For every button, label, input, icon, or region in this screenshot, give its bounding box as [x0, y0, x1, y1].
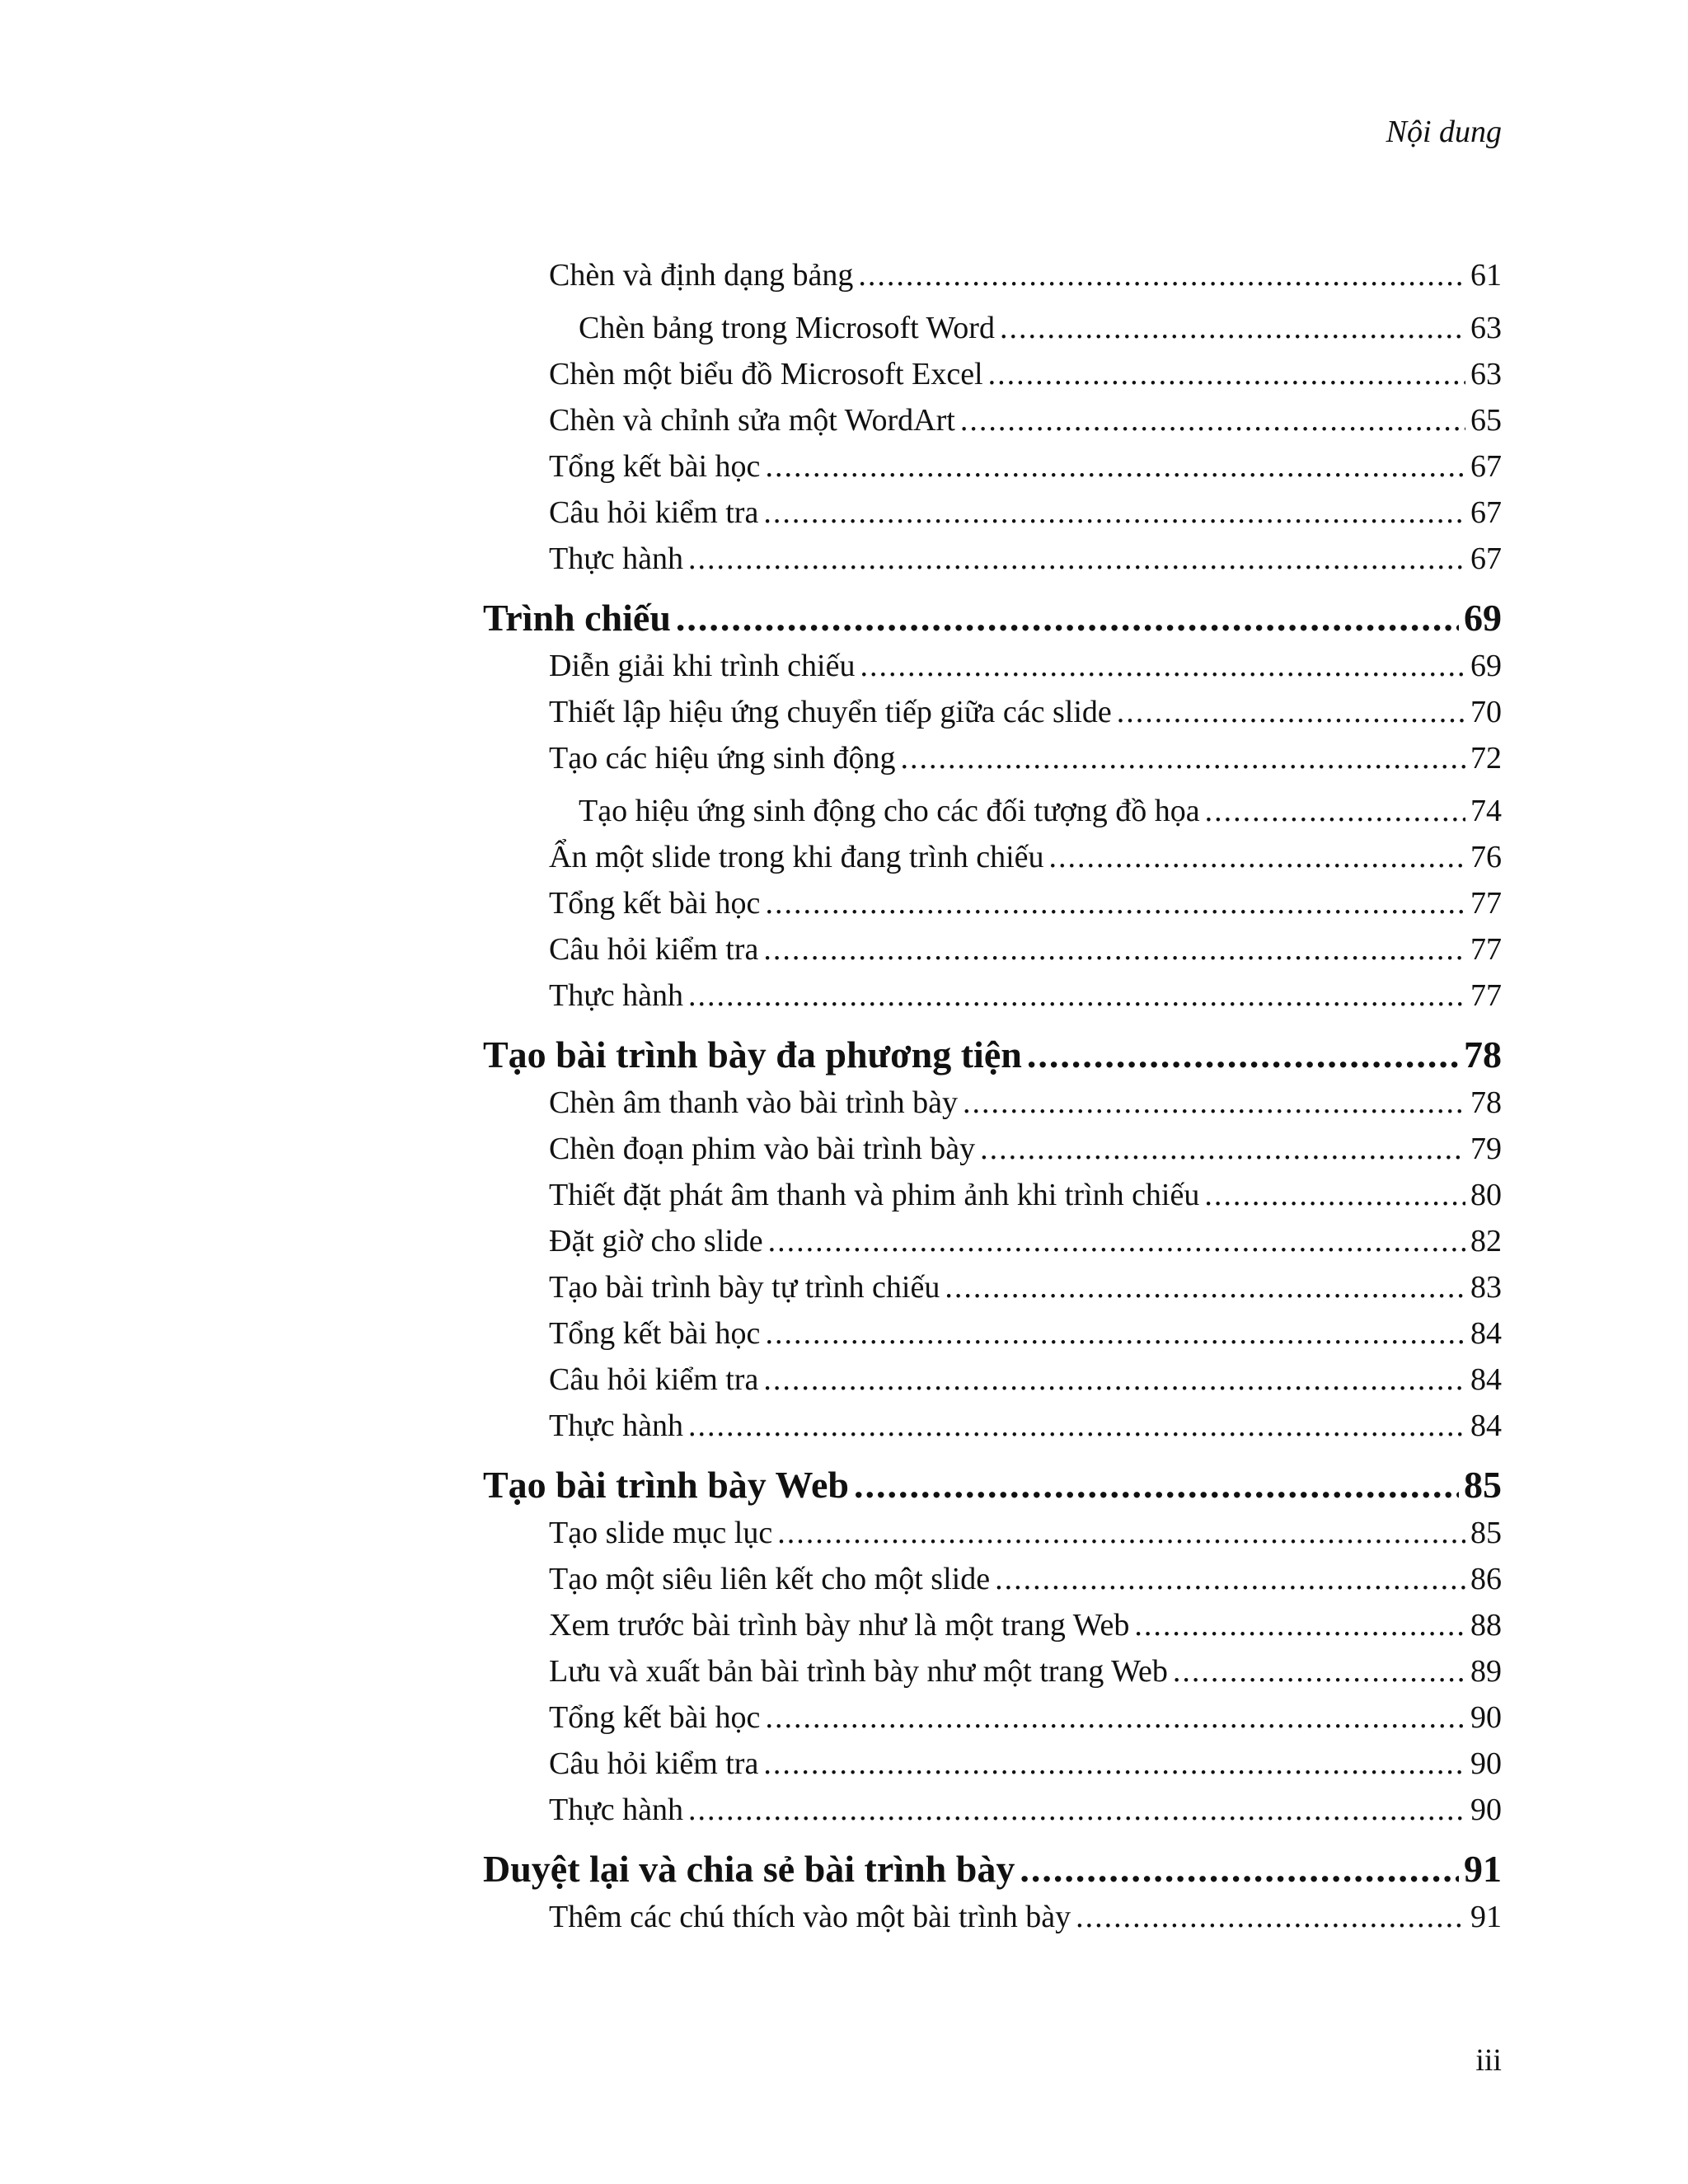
toc-section-entry — [483, 402, 1502, 448]
toc-section-entry — [483, 1408, 1502, 1454]
toc-entry-page: 79 — [1470, 1132, 1502, 1166]
toc-section-entry — [483, 740, 1502, 786]
toc-entry-page: 69 — [1470, 649, 1502, 683]
toc-entry-page: 72 — [1470, 741, 1502, 776]
dot-leader — [945, 1269, 1465, 1305]
toc-entry-title: Tổng kết bài học — [549, 886, 761, 921]
toc-entry-title: Ẩn một slide trong khi đang trình chiếu — [549, 840, 1044, 874]
toc-section-entry — [483, 1653, 1502, 1699]
dot-leader — [763, 494, 1465, 531]
toc-section-entry — [483, 1085, 1502, 1131]
toc-entry-page: 90 — [1470, 1746, 1502, 1781]
toc-entry-page: 84 — [1470, 1408, 1502, 1443]
toc-entry-page: 67 — [1470, 495, 1502, 530]
toc-entry-title: Chèn một biểu đồ Microsoft Excel — [549, 357, 983, 391]
toc-entry-page: 91 — [1470, 1900, 1502, 1934]
toc-section-entry — [483, 694, 1502, 740]
toc-entry-title: Trình chiếu — [483, 596, 671, 639]
toc-section-entry — [483, 1561, 1502, 1607]
dot-leader — [1134, 1607, 1465, 1643]
dot-leader — [688, 977, 1465, 1014]
dot-leader — [1173, 1653, 1465, 1690]
toc-section-entry — [483, 1699, 1502, 1746]
toc-entry-page: 89 — [1470, 1654, 1502, 1689]
toc-entry-page: 90 — [1470, 1793, 1502, 1827]
toc-entry-page: 63 — [1470, 311, 1502, 345]
dot-leader — [688, 541, 1465, 577]
toc-entry-page: 77 — [1470, 978, 1502, 1013]
toc-section-entry — [483, 1223, 1502, 1269]
toc-entry-title: Lưu và xuất bản bài trình bày như một trang Web — [549, 1654, 1168, 1689]
toc-section-entry — [483, 1515, 1502, 1561]
toc-subsection-entry — [483, 310, 1502, 356]
dot-leader — [1076, 1899, 1465, 1935]
toc-entry-page: 74 — [1470, 794, 1502, 828]
toc-section-entry — [483, 494, 1502, 541]
toc-chapter-entry — [483, 1025, 1502, 1083]
dot-leader — [1117, 694, 1465, 730]
dot-leader — [858, 257, 1465, 293]
toc-entry-page: 78 — [1464, 1033, 1502, 1076]
dot-leader — [1027, 1033, 1459, 1076]
toc-entry-page: 84 — [1470, 1362, 1502, 1397]
dot-leader — [768, 1223, 1465, 1259]
dot-leader — [676, 596, 1459, 640]
toc-entry-page: 86 — [1470, 1562, 1502, 1596]
toc-entry-page: 77 — [1470, 886, 1502, 921]
dot-leader — [1000, 310, 1465, 346]
toc-entry-page: 67 — [1470, 541, 1502, 576]
toc-entry-title: Chèn và chỉnh sửa một WordArt — [549, 403, 955, 438]
toc-entry-title: Tạo bài trình bày tự trình chiếu — [549, 1270, 940, 1305]
toc-entry-title: Thực hành — [549, 1793, 684, 1827]
toc-section-entry — [483, 931, 1502, 977]
toc-section-entry — [483, 1315, 1502, 1361]
dot-leader — [980, 1131, 1465, 1167]
toc-section-entry — [483, 1177, 1502, 1223]
toc-entry-page: 63 — [1470, 357, 1502, 391]
dot-leader — [1205, 793, 1465, 829]
toc-entry-title: Đặt giờ cho slide — [549, 1224, 763, 1258]
toc-section-entry — [483, 1607, 1502, 1653]
toc-entry-title: Tạo hiệu ứng sinh động cho các đối tượng đồ họa — [579, 794, 1200, 828]
toc-chapter-entry — [483, 588, 1502, 646]
toc-entry-title: Tạo một siêu liên kết cho một slide — [549, 1562, 991, 1596]
dot-leader — [995, 1561, 1465, 1597]
toc-entry-title: Tổng kết bài học — [549, 449, 761, 484]
toc-section-entry — [483, 448, 1502, 494]
dot-leader — [688, 1408, 1465, 1444]
toc-entry-page: 65 — [1470, 403, 1502, 438]
toc-entry-page: 67 — [1470, 449, 1502, 484]
toc-entry-title: Tổng kết bài học — [549, 1316, 761, 1351]
table-of-contents — [483, 257, 1502, 1945]
toc-section-entry — [483, 356, 1502, 402]
toc-entry-title: Chèn và định dạng bảng — [549, 258, 854, 293]
toc-entry-page: 70 — [1470, 695, 1502, 729]
toc-section-entry — [483, 1361, 1502, 1408]
toc-section-entry — [483, 977, 1502, 1024]
dot-leader — [860, 648, 1465, 684]
toc-entry-page: 69 — [1464, 596, 1502, 639]
toc-section-entry — [483, 1746, 1502, 1792]
toc-entry-page: 82 — [1470, 1224, 1502, 1258]
toc-entry-title: Tạo các hiệu ứng sinh động — [549, 741, 896, 776]
dot-leader — [688, 1792, 1465, 1828]
toc-section-entry — [483, 541, 1502, 587]
toc-entry-page: 76 — [1470, 840, 1502, 874]
toc-entry-page: 85 — [1464, 1463, 1502, 1506]
toc-entry-title: Thực hành — [549, 978, 684, 1013]
toc-section-entry — [483, 839, 1502, 885]
toc-section-entry — [483, 1269, 1502, 1315]
toc-entry-title: Câu hỏi kiểm tra — [549, 932, 759, 967]
toc-entry-title: Tạo bài trình bày đa phương tiện — [483, 1033, 1022, 1076]
toc-entry-title: Tạo bài trình bày Web — [483, 1463, 849, 1506]
toc-entry-title: Tổng kết bài học — [549, 1700, 761, 1735]
dot-leader — [765, 1315, 1465, 1352]
dot-leader — [763, 931, 1465, 968]
dot-leader — [1020, 1847, 1459, 1891]
toc-entry-page: 85 — [1470, 1516, 1502, 1550]
toc-entry-title: Chèn bảng trong Microsoft Word — [579, 311, 995, 345]
dot-leader — [988, 356, 1465, 392]
toc-entry-page: 91 — [1464, 1847, 1502, 1890]
dot-leader — [901, 740, 1465, 776]
toc-section-entry — [483, 257, 1502, 303]
toc-subsection-entry — [483, 793, 1502, 839]
toc-entry-title: Câu hỏi kiểm tra — [549, 1746, 759, 1781]
toc-entry-title: Chèn đoạn phim vào bài trình bày — [549, 1132, 976, 1166]
toc-entry-title: Chèn âm thanh vào bài trình bày — [549, 1085, 958, 1120]
dot-leader — [765, 1699, 1465, 1736]
dot-leader — [963, 1085, 1465, 1121]
dot-leader — [854, 1463, 1459, 1507]
toc-chapter-entry — [483, 1840, 1502, 1897]
toc-entry-page: 90 — [1470, 1700, 1502, 1735]
toc-entry-title: Thực hành — [549, 1408, 684, 1443]
toc-section-entry — [483, 1792, 1502, 1838]
toc-entry-title: Duyệt lại và chia sẻ bài trình bày — [483, 1847, 1015, 1890]
toc-entry-page: 88 — [1470, 1608, 1502, 1643]
toc-section-entry — [483, 1899, 1502, 1945]
dot-leader — [1049, 839, 1465, 875]
toc-entry-title: Diễn giải khi trình chiếu — [549, 649, 856, 683]
toc-entry-page: 77 — [1470, 932, 1502, 967]
toc-entry-page: 84 — [1470, 1316, 1502, 1351]
toc-entry-title: Thực hành — [549, 541, 684, 576]
page-number: iii — [1475, 2043, 1502, 2078]
running-header: Nội dung — [1386, 115, 1502, 149]
toc-entry-page: 78 — [1470, 1085, 1502, 1120]
dot-leader — [765, 885, 1465, 921]
toc-entry-page: 61 — [1470, 258, 1502, 293]
toc-entry-title: Xem trước bài trình bày như là một trang Web — [549, 1608, 1130, 1643]
toc-entry-page: 80 — [1470, 1178, 1502, 1212]
toc-entry-page: 83 — [1470, 1270, 1502, 1305]
dot-leader — [777, 1515, 1465, 1551]
toc-section-entry — [483, 1131, 1502, 1177]
toc-entry-title: Tạo slide mục lục — [549, 1516, 773, 1550]
toc-entry-title: Thiết lập hiệu ứng chuyển tiếp giữa các slide — [549, 695, 1112, 729]
toc-entry-title: Câu hỏi kiểm tra — [549, 495, 759, 530]
toc-entry-title: Câu hỏi kiểm tra — [549, 1362, 759, 1397]
toc-section-entry — [483, 648, 1502, 694]
toc-entry-title: Thiết đặt phát âm thanh và phim ảnh khi trình chiếu — [549, 1178, 1200, 1212]
dot-leader — [765, 448, 1465, 485]
toc-section-entry — [483, 885, 1502, 931]
dot-leader — [960, 402, 1465, 438]
dot-leader — [763, 1361, 1465, 1398]
toc-chapter-entry — [483, 1455, 1502, 1513]
dot-leader — [1204, 1177, 1465, 1213]
dot-leader — [763, 1746, 1465, 1782]
toc-entry-title: Thêm các chú thích vào một bài trình bày — [549, 1900, 1071, 1934]
